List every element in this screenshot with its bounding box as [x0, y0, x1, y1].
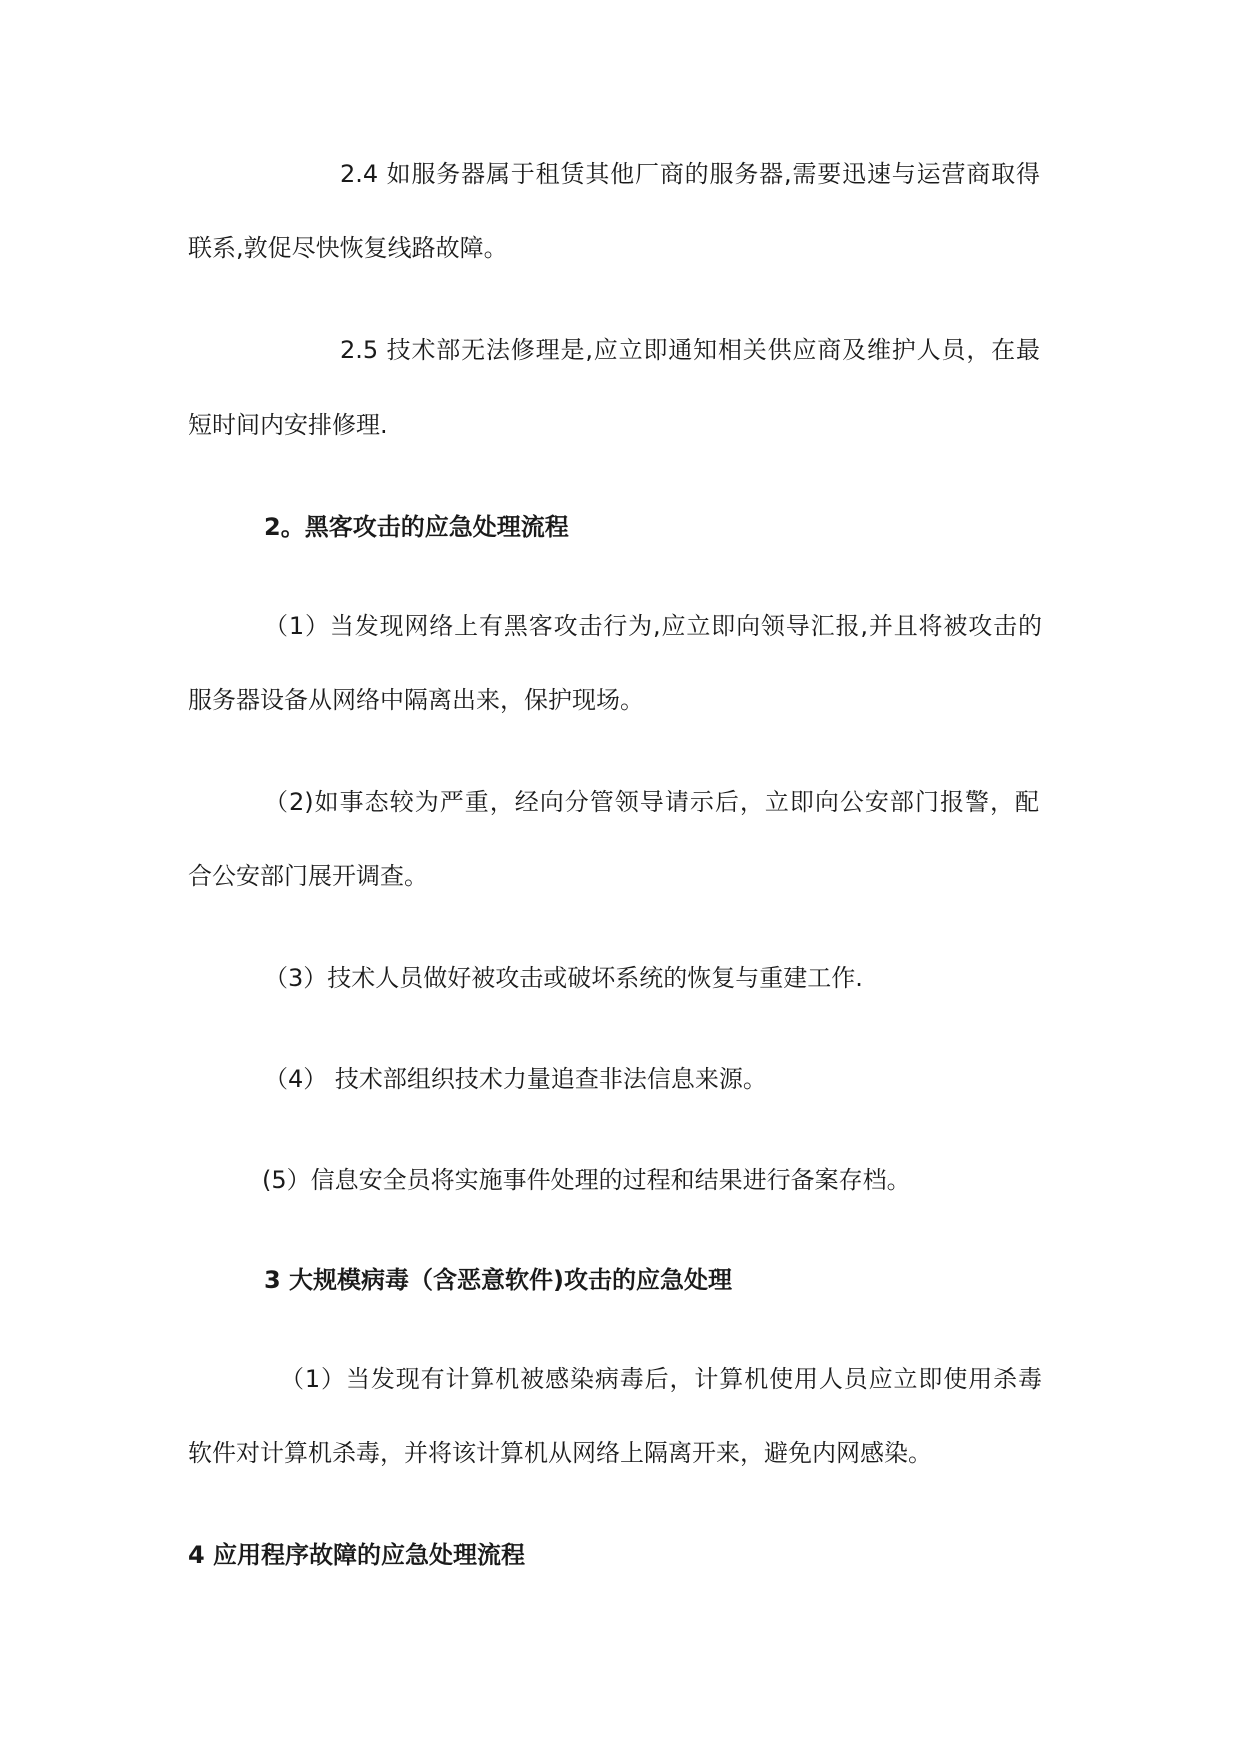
paragraph-hacker-2-line-2: 合公安部门展开调查。 [188, 862, 428, 890]
paragraph-hacker-1-line-1: （1）当发现网络上有黑客攻击行为,应立即向领导汇报,并且将被攻击的 [264, 612, 1042, 640]
paragraph-2-4-line-1: 2.4 如服务器属于租赁其他厂商的服务器,需要迅速与运营商取得 [340, 160, 1040, 188]
paragraph-2-5-line-2: 短时间内安排修理. [188, 411, 388, 439]
paragraph-2-5-line-1: 2.5 技术部无法修理是,应立即通知相关供应商及维护人员，在最 [340, 336, 1040, 364]
section-heading-virus-attack: 3 大规模病毒（含恶意软件)攻击的应急处理 [264, 1266, 733, 1294]
paragraph-virus-1-line-2: 软件对计算机杀毒，并将该计算机从网络上隔离开来，避免内网感染。 [188, 1439, 932, 1467]
paragraph-hacker-3: （3）技术人员做好被攻击或破坏系统的恢复与重建工作. [264, 964, 863, 992]
section-heading-hacker-attack: 2。黑客攻击的应急处理流程 [264, 513, 569, 541]
paragraph-hacker-4: （4） 技术部组织技术力量追查非法信息来源。 [264, 1065, 767, 1093]
paragraph-hacker-1-line-2: 服务器设备从网络中隔离出来，保护现场。 [188, 686, 644, 714]
paragraph-hacker-5: (5）信息安全员将实施事件处理的过程和结果进行备案存档。 [262, 1166, 911, 1194]
paragraph-virus-1-line-1: （1）当发现有计算机被感染病毒后，计算机使用人员应立即使用杀毒 [280, 1365, 1042, 1393]
paragraph-2-4-line-2: 联系,敦促尽快恢复线路故障。 [188, 234, 508, 262]
section-heading-application-failure: 4 应用程序故障的应急处理流程 [188, 1541, 526, 1569]
paragraph-hacker-2-line-1: （2)如事态较为严重，经向分管领导请示后，立即向公安部门报警，配 [264, 788, 1039, 816]
